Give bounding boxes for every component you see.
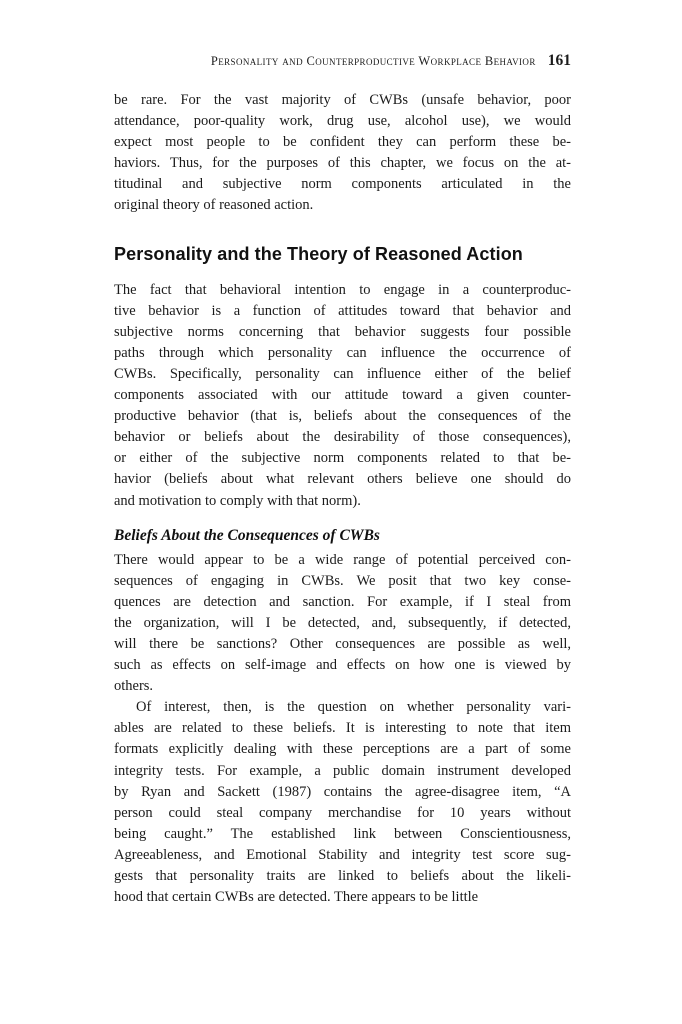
text-line: paths through which personality can influence the occurrence of: [114, 344, 571, 361]
text-line: attendance, poor-quality work, drug use, alcohol use), we would: [114, 113, 571, 130]
text-line: person could steal company merchandise for 10 years without: [114, 804, 571, 821]
text-line: or either of the subjective norm components related to that be-: [114, 450, 571, 467]
text-line: subjective norms concerning that behavior suggests four possible: [114, 323, 571, 340]
text-line: sequences of engaging in CWBs. We posit that two key conse-: [114, 572, 571, 589]
sub-heading: Beliefs About the Consequences of CWBs: [114, 526, 380, 544]
text-line: havior (beliefs about what relevant others believe one should do: [114, 471, 571, 488]
running-head-title: Personality and Counterproductive Workplace Behavior: [210, 54, 536, 68]
text-line: Of interest, then, is the question on whether personality vari-: [136, 699, 571, 716]
text-line: others.: [114, 678, 154, 695]
text-line: being caught.” The established link between Conscientiousness,: [114, 825, 571, 842]
text-line: There would appear to be a wide range of potential perceived con-: [114, 551, 571, 568]
page-number: 161: [547, 52, 571, 69]
paragraph: [114, 280, 571, 512]
text-line: be rare. For the vast majority of CWBs (unsafe behavior, poor: [114, 92, 571, 108]
text-line: expect most people to be confident they can perform these be-: [114, 134, 571, 151]
text-line: such as effects on self-image and effects on how one is viewed by: [114, 657, 571, 674]
text-line: ables are related to these beliefs. It is interesting to note that item: [114, 720, 571, 737]
text-line: haviors. Thus, for the purposes of this chapter, we focus on the at-: [114, 155, 571, 172]
text-line: titudinal and subjective norm components articulated in the: [114, 176, 571, 193]
paragraph: [114, 697, 571, 908]
text-line: The fact that behavioral intention to engage in a counterproduc-: [114, 281, 571, 298]
text-line: integrity tests. For example, a public domain instrument developed: [114, 762, 571, 779]
text-line: CWBs. Specifically, personality can influence either of the belief: [114, 365, 571, 382]
text-line: and motivation to comply with that norm).: [114, 492, 361, 509]
text-line: formats explicitly dealing with these perceptions are a part of some: [114, 741, 571, 758]
running-head: [114, 52, 571, 70]
text-line: Agreeableness, and Emotional Stability and integrity test score sug-: [114, 846, 571, 863]
text-block: [114, 52, 571, 908]
text-line: components associated with our attitude toward a given counter-: [114, 387, 571, 404]
page-body: [114, 90, 571, 908]
text-line: behavior or beliefs about the desirability of those consequences),: [114, 429, 571, 446]
text-line: tive behavior is a function of attitudes toward that behavior and: [114, 302, 571, 319]
paragraph: [114, 90, 571, 217]
text-line: original theory of reasoned action.: [114, 197, 314, 214]
text-line: by Ryan and Sackett (1987) contains the agree-disagree item, “A: [114, 783, 571, 800]
text-line: the organization, will I be detected, and, subsequently, if detected,: [114, 614, 571, 631]
paragraph: [114, 550, 571, 698]
text-line: quences are detection and sanction. For example, if I steal from: [114, 593, 571, 610]
text-line: gests that personality traits are linked to beliefs about the likeli-: [114, 868, 571, 884]
section-heading: Personality and the Theory of Reasoned Action: [114, 243, 523, 264]
text-line: hood that certain CWBs are detected. There appears to be little: [114, 889, 479, 906]
text-line: productive behavior (that is, beliefs about the consequences of the: [114, 408, 571, 425]
text-line: will there be sanctions? Other consequences are possible as well,: [114, 635, 571, 652]
